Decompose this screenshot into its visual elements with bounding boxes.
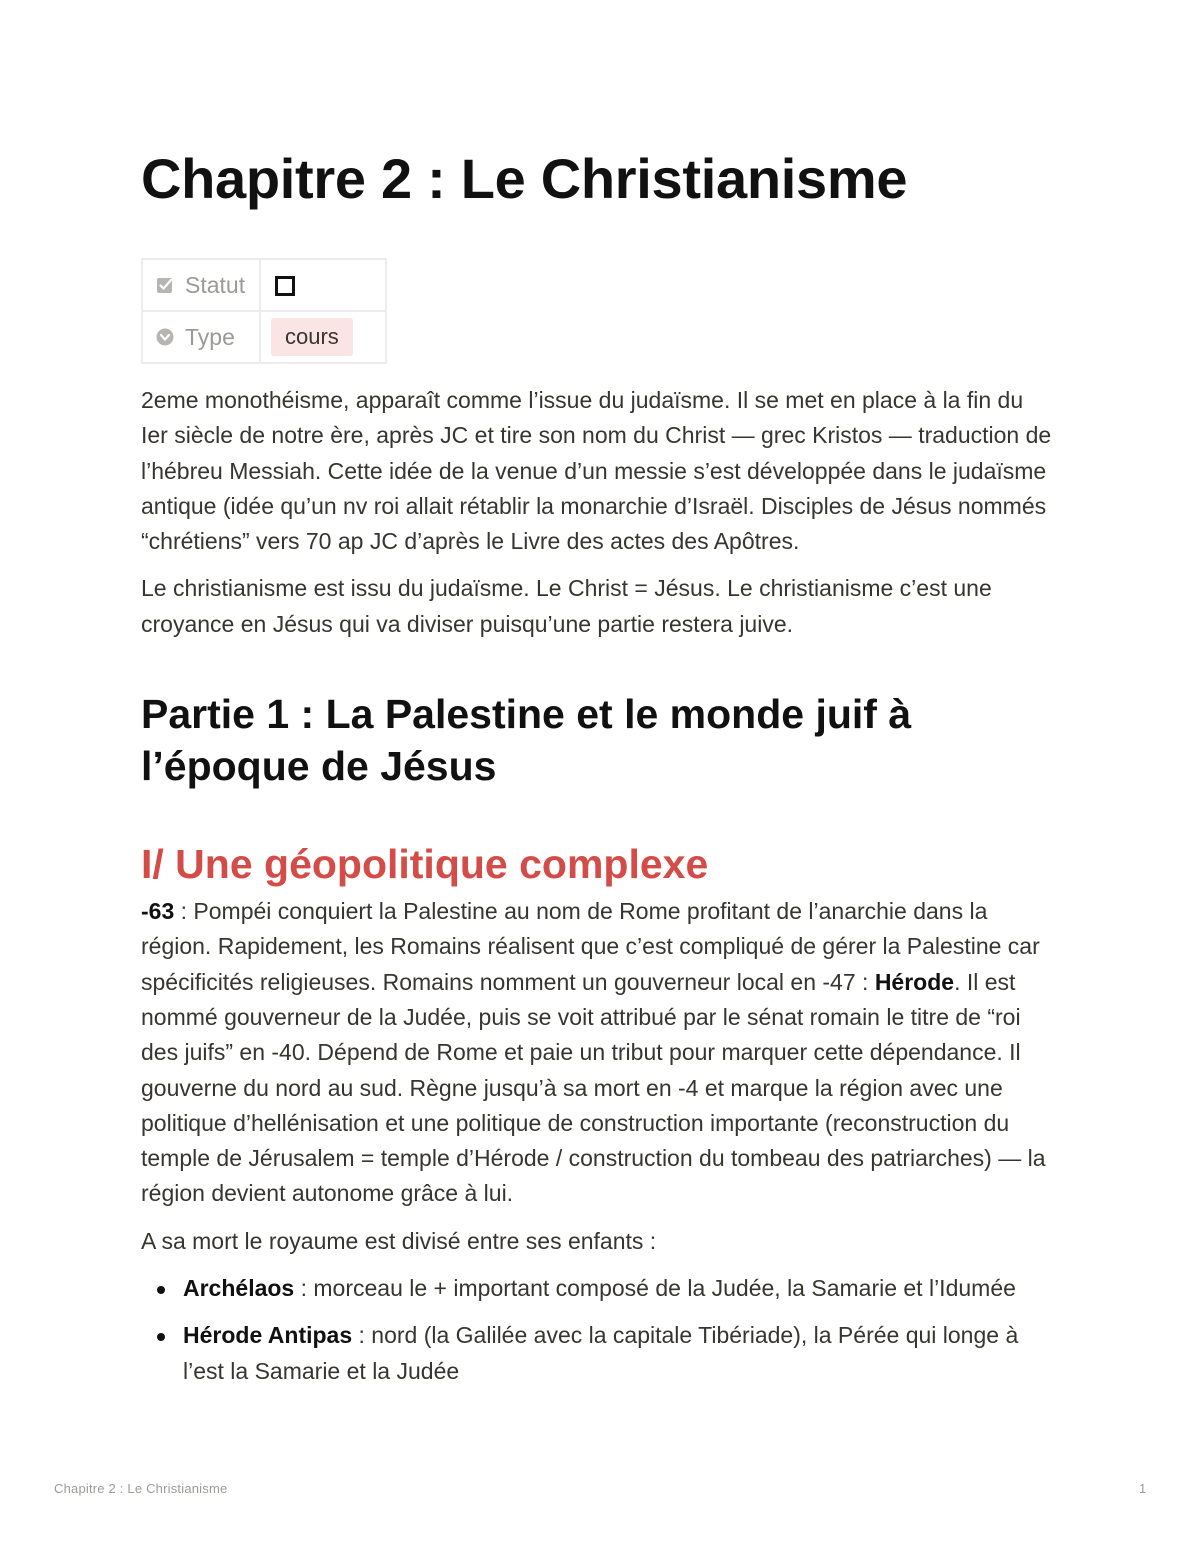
text-span: . Il est nommé gouverneur de la Judée, puis se voit attribué par le sénat romain le titre de “roi des juifs” en -40. Dépend de Rome et paie un tribut pour marquer cette dépendance. Il gouverne du nord au sud. Règne jusqu’à sa mort en -4 et marque la région avec une politique d’hellénisation et une politique de construction importante (reconstruction du temple de Jérusalem = temple d’Hérode / construction du tombeau des patriarches) — la région devient autonome grâce à lui. bbox=[141, 968, 1046, 1207]
property-row-statut bbox=[142, 259, 386, 311]
list-item-text: : nord (la Galilée avec la capitale Tibériade), la Pérée qui longe à l’est la Samarie et la Judée bbox=[183, 1322, 1019, 1384]
section-1-heading: I/ Une géopolitique complexe bbox=[141, 841, 709, 888]
footer-title: Chapitre 2 : Le Christianisme bbox=[54, 1481, 228, 1496]
page-title: Chapitre 2 : Le Christianisme bbox=[141, 147, 908, 210]
bulleted-list bbox=[141, 1271, 1053, 1389]
property-value bbox=[260, 311, 386, 363]
page-content bbox=[141, 383, 1053, 1401]
statut-checkbox[interactable] bbox=[275, 276, 295, 296]
property-key bbox=[142, 259, 260, 311]
property-label-statut: Statut bbox=[185, 271, 246, 298]
bullet-icon bbox=[157, 1333, 165, 1341]
footer-page-number: 1 bbox=[1139, 1481, 1147, 1496]
section-1-paragraph-2: A sa mort le royaume est divisé entre ses enfants : bbox=[141, 1227, 657, 1254]
property-value bbox=[260, 259, 386, 311]
list-item-bold: Archélaos bbox=[183, 1275, 295, 1302]
section-1-paragraph-1 bbox=[141, 894, 1053, 1212]
property-row-type bbox=[142, 311, 386, 363]
intro-paragraph-2: Le christianisme est issu du judaïsme. Le Christ = Jésus. Le christianisme c’est une croyance en Jésus qui va diviser puisqu’une partie restera juive. bbox=[141, 575, 992, 637]
name-bold: Hérode bbox=[874, 968, 955, 995]
list-item-text: : morceau le + important composé de la Judée, la Samarie et l’Idumée bbox=[294, 1275, 1016, 1302]
bullet-icon bbox=[157, 1286, 165, 1294]
list-item bbox=[183, 1271, 1053, 1306]
select-property-icon bbox=[155, 327, 175, 347]
properties-table bbox=[141, 258, 387, 364]
part-1-heading: Partie 1 : La Palestine et le monde juif à l’époque de Jésus bbox=[141, 691, 912, 790]
property-key bbox=[142, 311, 260, 363]
list-item-bold: Hérode Antipas bbox=[183, 1322, 353, 1349]
checkbox-property-icon bbox=[155, 275, 175, 295]
property-label-type: Type bbox=[185, 323, 235, 350]
date-bold: -63 bbox=[141, 898, 175, 925]
type-tag[interactable]: cours bbox=[271, 318, 353, 356]
intro-paragraph-1: 2eme monothéisme, apparaît comme l’issue du judaïsme. Il se met en place à la fin du Ier siècle de notre ère, après JC et tire son nom du Christ — grec Kristos — traduction de l’hébreu Messiah. Cette idée de la venue d’un messie s’est développée dans le judaïsme antique (idée qu’un nv roi allait rétablir la monarchie d’Israël. Disciples de Jésus nommés “chrétiens” vers 70 ap JC d’après le Livre des actes des Apôtres. bbox=[141, 387, 1052, 555]
text-span: : Pompéi conquiert la Palestine au nom de Rome profitant de l’anarchie dans la région. Rapidement, les Romains réalisent que c’est compliqué de gérer la Palestine car spécificités religieuses. Romains nomment un gouverneur local en -47 : bbox=[141, 898, 1040, 995]
list-item bbox=[183, 1318, 1053, 1389]
